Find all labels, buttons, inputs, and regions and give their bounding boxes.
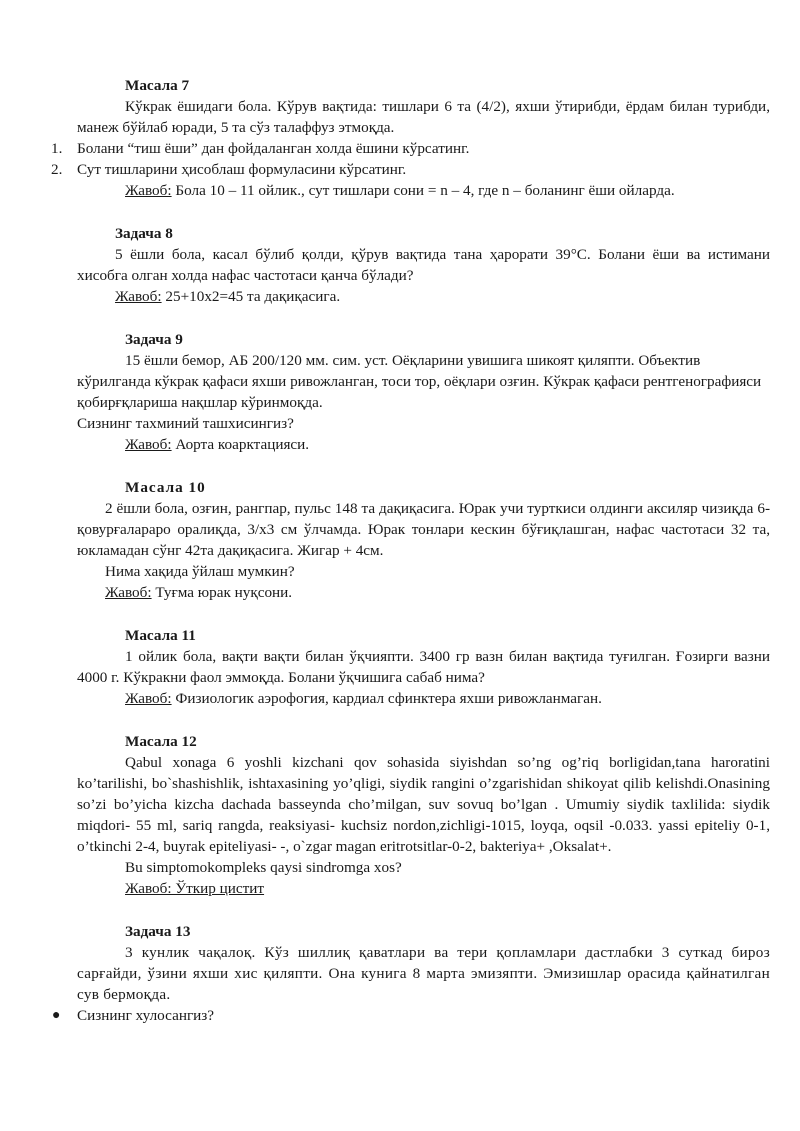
problem-13 xyxy=(52,921,770,1026)
problem-7 xyxy=(51,75,770,201)
problem-11 xyxy=(77,625,770,709)
bullet-list xyxy=(52,1005,770,1026)
problem-text: Qabul xonaga 6 yoshli kizchani qov sohasida siyishdan so’ng og’riq borligidan,tana haroratini ko’tarilishi, bo`shashishlik, ishtaxasining yo’qligi, siydik rangini o’zgarishidan shikoyat qilib kelishdi.Onasining so’zi bo’yicha kizcha dachada basseynda cho’milgan, suv sovuq bo’lgan . Umumiy siydik taxlilida: siydik miqdori- 55 ml, sariq rangda, reaksiyasi- kuchsiz nordon,zichligi-1015, loyqa, oqsil -0.033. yassi epiteliy 0-1, o’tkinchi 2-4, buyrak epiteliyasi- -, o`zgar magan eritrotsitlar-0-2, bakteriya+ ,Oksalat+. xyxy=(77,754,770,855)
problem-12 xyxy=(77,731,770,899)
answer-text: Аорта коарктацияси. xyxy=(171,436,310,453)
answer-line xyxy=(77,180,770,201)
answer-label: Жавоб: xyxy=(105,584,152,601)
answer-text: Туғма юрак нуқсони. xyxy=(151,584,293,601)
question-text: Bu simptomokompleks qaysi sindromga xos? xyxy=(125,859,402,876)
problem-text: Кўкрак ёшидаги бола. Кўрув вақтида: тишлари 6 та (4/2), яхши ўтирибди, ёрдам билан турибди, манеж бўйлаб юради, 5 та сўз талаффуз этмоқда. xyxy=(77,98,770,136)
answer-label: Жавоб: xyxy=(115,288,162,305)
answer-line xyxy=(77,582,770,603)
question-text: Сизнинг тахминий ташхисингиз? xyxy=(77,415,294,432)
list-item-text: Сизнинг хулосангиз? xyxy=(77,1007,215,1024)
answer-text: Жавоб: Ўткир цистит xyxy=(125,880,265,897)
problem-text: 5 ёшли бола, касал бўлиб қолди, қўрув вақтида тана ҳарорати 39°С. Болани ёши ва истимани хисобга олган холда нафас частотаси қанча бўлади? xyxy=(77,246,770,284)
answer-text: Физиологик аэрофогия, кардиал сфинктера яхши ривожланмаган. xyxy=(171,690,602,707)
answer-label: Жавоб: xyxy=(125,690,172,707)
problem-title: Задача 13 xyxy=(125,923,191,940)
answer-line xyxy=(77,878,770,899)
problem-10 xyxy=(77,477,770,603)
answer-label: Жавоб: xyxy=(125,182,172,199)
list-item xyxy=(52,1005,770,1026)
bullet-icon: ● xyxy=(52,1008,61,1023)
list-number: 2. xyxy=(51,161,63,178)
question-text: Нима хақида ўйлаш мумкин? xyxy=(105,563,295,580)
problem-text: 2 ёшли бола, озғин, рангпар, пульс 148 та дақиқасига. Юрак учи турткиси олдинги аксиляр чизиқда 6-қовурғалараро оралиқда, 3/х3 см ўлчамда. Юрак тонлари кескин бўғиқлашган, нафас частотаси 32 та, юкламадан сўнг 42та дақиқасига. Жигар + 4см. xyxy=(77,500,770,559)
problem-title: Масала 7 xyxy=(125,77,190,94)
problem-title: Задача 9 xyxy=(125,331,183,348)
problem-title: Масала 12 xyxy=(125,733,197,750)
document-page xyxy=(51,75,770,1048)
answer-label: Жавоб: xyxy=(125,436,172,453)
problem-title: Масала 11 xyxy=(125,627,196,644)
problem-title: Масала 10 xyxy=(125,479,206,496)
list-item-text: Сут тишларини ҳисоблаш формуласини кўрсатинг. xyxy=(77,161,407,178)
question-list xyxy=(51,138,770,180)
list-number: 1. xyxy=(51,140,63,157)
problem-title: Задача 8 xyxy=(115,225,173,242)
answer-line xyxy=(77,286,770,307)
list-item xyxy=(51,138,770,159)
problem-text: 3 кунлик чақалоқ. Кўз шиллиқ қаватлари ва тери қопламлари дастлабки 3 суткад бироз сарғайди, ўзини яхши хис қиляпти. Она кунига 8 марта эмизяпти. Эмизишлар орасида қайнатилган сув бермоқда. xyxy=(77,944,770,1003)
list-item-text: Болани “тиш ёши” дан фойдаланган холда ёшини кўрсатинг. xyxy=(77,140,470,157)
problem-9 xyxy=(77,329,770,455)
answer-text: 25+10х2=45 та дақиқасига. xyxy=(161,288,341,305)
problem-8 xyxy=(77,223,770,307)
problem-text: 1 ойлик бола, вақти вақти билан ўқчияпти. 3400 гр вазн билан вақтида туғилган. Ғозирги вазни 4000 г. Кўкракни фаол эммоқда. Болани ўқчишига сабаб нима? xyxy=(77,648,770,686)
problem-text: 15 ёшли бемор, АБ 200/120 мм. сим. уст. Оёқларини увишига шикоят қиляпти. Объектив кўрилганда кўкрак қафаси яхши ривожланган, тоси тор, оёқлари озғин. Кўкрак қафаси рентгенографияси қобирғқлариша нақшлар кўринмоқда. xyxy=(77,352,762,411)
list-item xyxy=(51,159,770,180)
answer-line xyxy=(77,688,770,709)
answer-text: Бола 10 – 11 ойлик., сут тишлари сони = n – 4, где n – боланинг ёши ойларда. xyxy=(171,182,675,199)
answer-line xyxy=(77,434,770,455)
